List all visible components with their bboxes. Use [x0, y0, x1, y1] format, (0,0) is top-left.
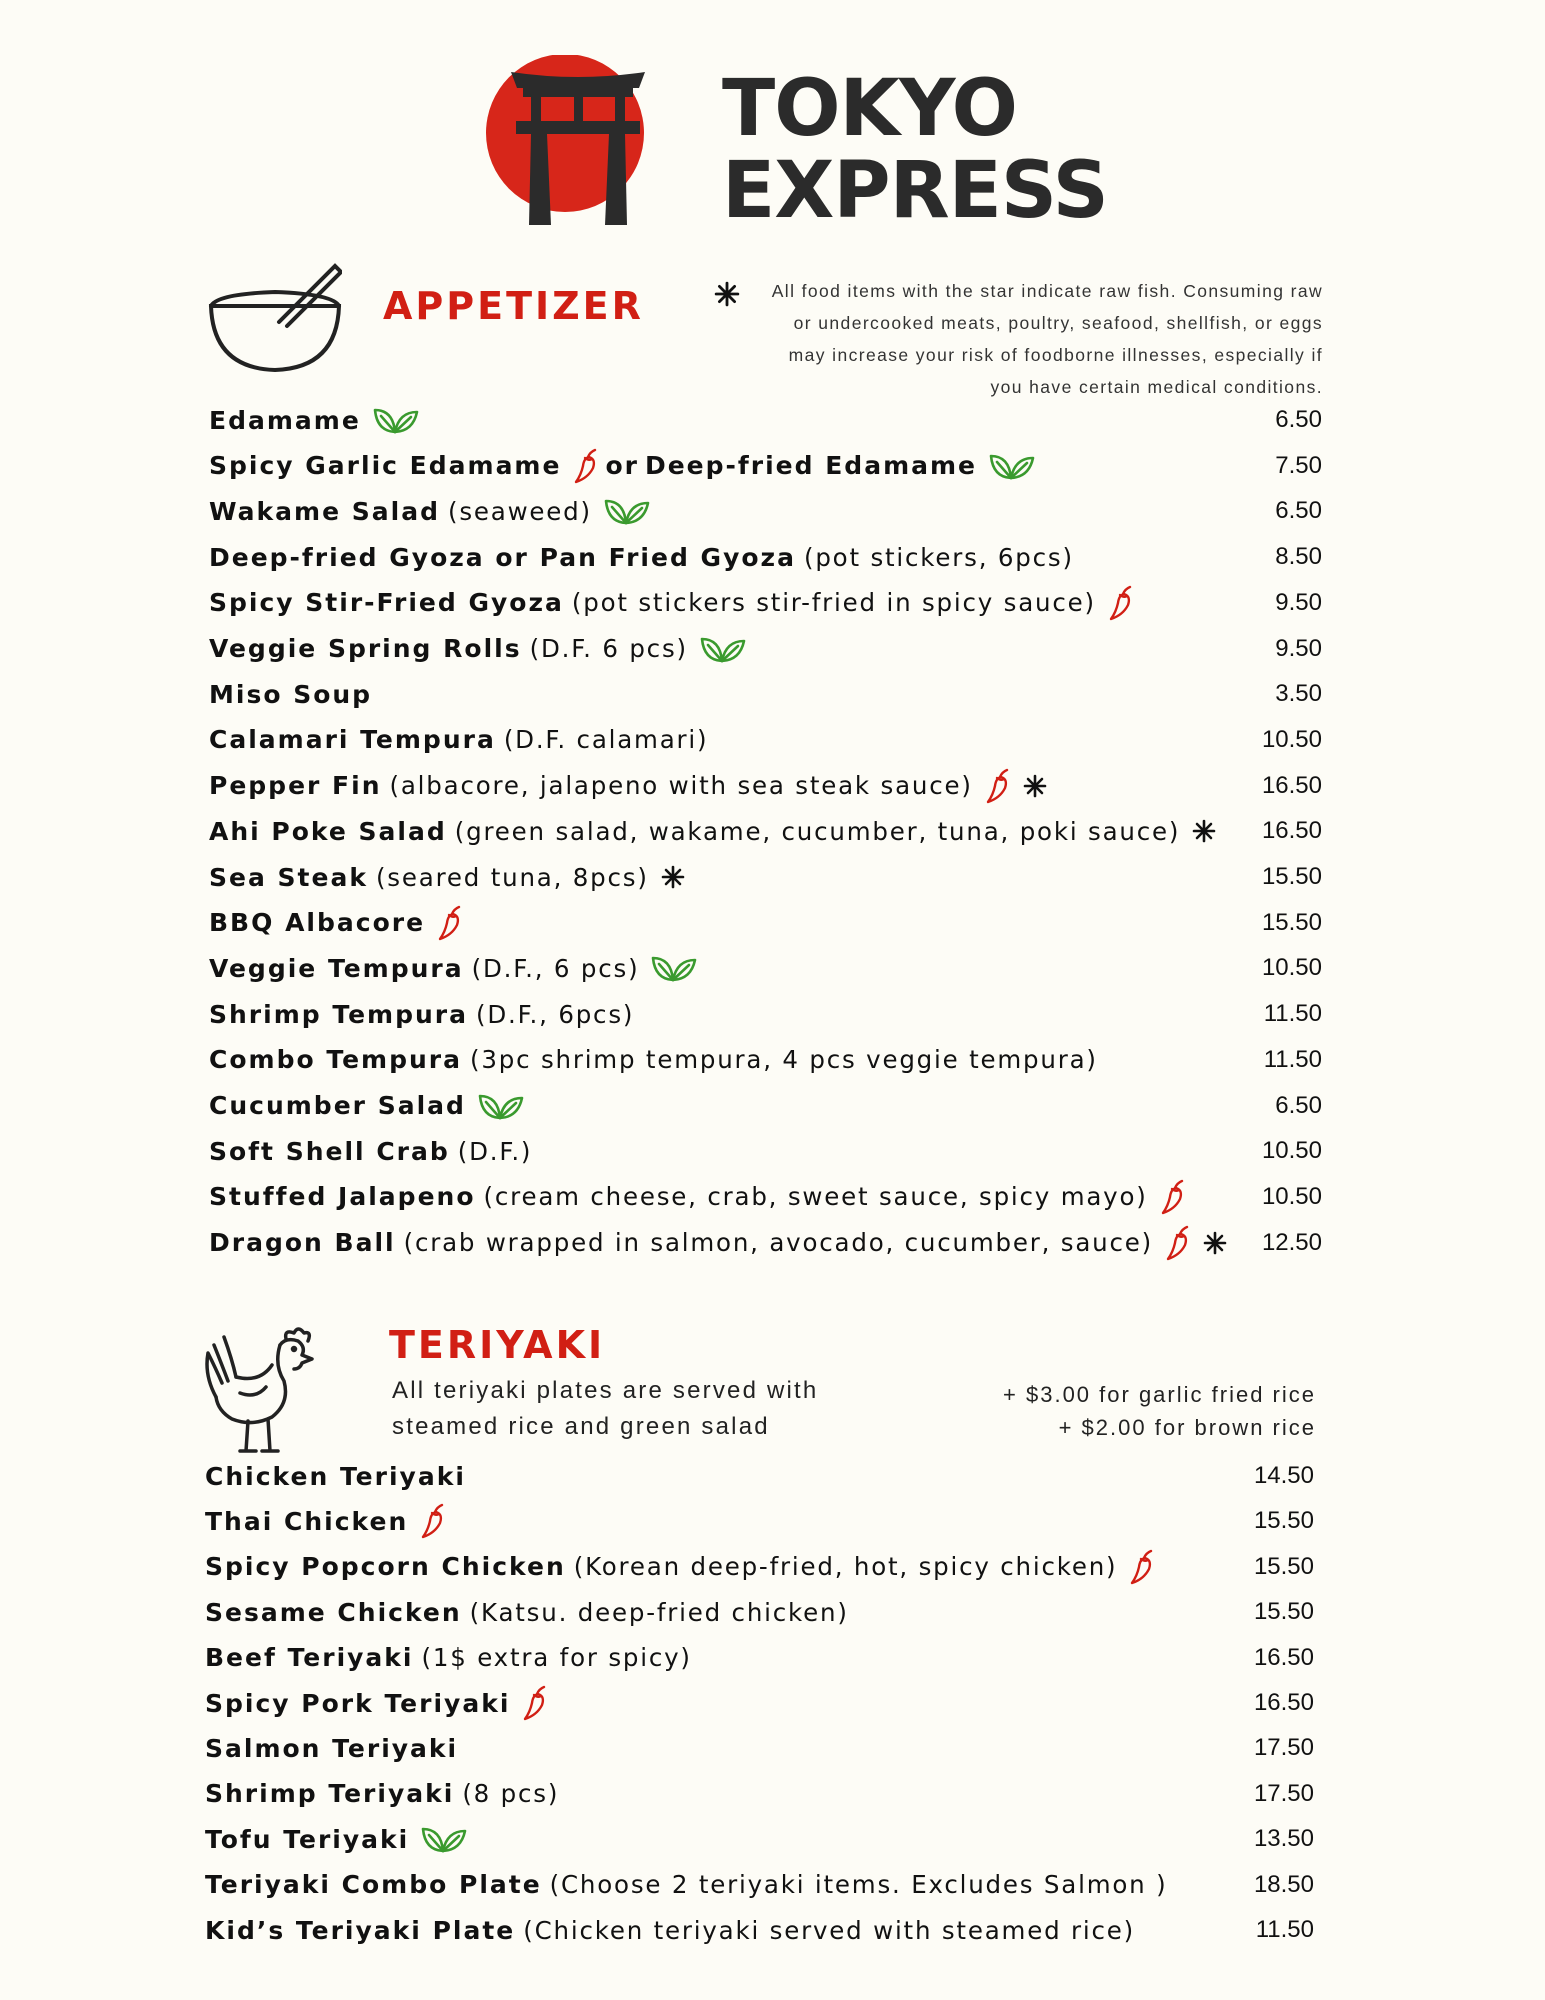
teriyaki-intro-line-1: All teriyaki plates are served with [392, 1377, 819, 1404]
menu-item [205, 1774, 559, 1814]
menu-item-price: 3.50 [1275, 680, 1322, 708]
menu-item-name: Wakame Salad [209, 496, 440, 526]
menu-item [209, 537, 1074, 577]
menu-item [209, 674, 372, 714]
menu-item [209, 1040, 1098, 1080]
menu-item-price: 11.50 [1263, 1000, 1322, 1028]
menu-item-name: Beef Teriyaki [205, 1643, 414, 1673]
menu-item [209, 766, 1047, 806]
menu-item-name: Calamari Tempura [209, 725, 496, 755]
leaf-icon [651, 953, 697, 983]
menu-item-name: Edamame [209, 405, 361, 435]
menu-item-name: Shrimp Teriyaki [205, 1779, 455, 1809]
menu-item-name: Combo Tempura [209, 1045, 462, 1075]
menu-item-description: (D.F. calamari) [503, 725, 709, 755]
menu-item [205, 1819, 467, 1859]
menu-item-name: Sesame Chicken [205, 1597, 462, 1627]
menu-item-name: Shrimp Tempura [209, 999, 468, 1029]
menu-item [205, 1683, 548, 1723]
chili-pepper-icon [1108, 585, 1134, 621]
menu-item-price: 16.50 [1261, 771, 1322, 799]
menu-item-name: Spicy Pork Teriyaki [205, 1688, 511, 1718]
menu-item-price: 15.50 [1253, 1507, 1314, 1535]
menu-item [209, 857, 685, 897]
menu-item-description: (Katsu. deep-fried chicken) [469, 1597, 849, 1627]
chili-pepper-icon [1129, 1549, 1155, 1585]
menu-item-name: Thai Chicken [205, 1506, 409, 1536]
addon-brown-rice: + $2.00 for brown rice [1058, 1415, 1316, 1440]
menu-item-name: Spicy Garlic Edamame [209, 451, 562, 481]
menu-item-price: 16.50 [1253, 1643, 1314, 1671]
menu-item-name: Salmon Teriyaki [205, 1733, 459, 1763]
appetizer-section-title: APPETIZER [383, 284, 644, 328]
menu-item-name: Spicy Stir-Fried Gyoza [209, 588, 564, 618]
brand-name-line-2: EXPRESS [722, 146, 1108, 236]
chili-pepper-icon [1160, 1179, 1186, 1215]
menu-item-price: 10.50 [1261, 954, 1322, 982]
menu-item-name: Miso Soup [209, 679, 373, 709]
menu-item-price: 17.50 [1253, 1779, 1314, 1807]
menu-item-price: 18.50 [1253, 1870, 1314, 1898]
menu-item-alt-prefix: or [605, 451, 639, 481]
mixing-bowl-icon [207, 262, 342, 379]
menu-item [205, 1728, 458, 1768]
menu-item [209, 629, 746, 669]
menu-item-price: 11.50 [1263, 1045, 1322, 1073]
menu-item-name: Soft Shell Crab [209, 1136, 450, 1166]
menu-item-price: 9.50 [1275, 588, 1322, 616]
chili-pepper-icon [1165, 1225, 1191, 1261]
menu-item-description: (3pc shrimp tempura, 4 pcs veggie tempura) [469, 1045, 1098, 1075]
menu-item-price: 6.50 [1275, 1091, 1322, 1119]
menu-item [205, 1592, 849, 1632]
menu-item-price: 9.50 [1275, 634, 1322, 662]
brand-name-line-1: TOKYO [722, 64, 1017, 154]
menu-item-price: 17.50 [1253, 1734, 1314, 1762]
menu-item-description: (crab wrapped in salmon, avocado, cucumber, sauce) [403, 1228, 1153, 1258]
menu-item-description: (8 pcs) [462, 1779, 560, 1809]
raw-fish-star-icon [1023, 774, 1047, 798]
rooster-icon [200, 1325, 318, 1458]
menu-item [209, 903, 463, 943]
menu-item-price: 10.50 [1261, 725, 1322, 753]
menu-item-description: (green salad, wakame, cucumber, tuna, poki sauce) [454, 816, 1181, 846]
teriyaki-intro-line-2: steamed rice and green salad [392, 1413, 770, 1440]
menu-item-price: 15.50 [1261, 863, 1322, 890]
menu-item-description: (D.F., 6pcs) [475, 999, 635, 1029]
leaf-icon [700, 634, 746, 664]
raw-fish-disclaimer: All food items with the star indicate raw fish. Consuming raw or undercooked meats, poultry, seafood, shellfish, or eggs may increase your risk of foodborne illnesses, especially if you have certain medical conditions. [771, 281, 1323, 397]
menu-item-name: Veggie Spring Rolls [209, 634, 522, 663]
menu-item-name: Spicy Popcorn Chicken [205, 1552, 566, 1582]
menu-item-name: Sea Steak [209, 862, 368, 892]
addon-garlic-fried-rice: + $3.00 for garlic fried rice [1003, 1382, 1316, 1407]
torii-gate-logo-icon [483, 55, 673, 240]
menu-item [209, 491, 650, 531]
menu-item-price: 13.50 [1253, 1825, 1314, 1853]
menu-item [205, 1456, 466, 1496]
teriyaki-section-title: TERIYAKI [389, 1323, 606, 1367]
menu-item [209, 1177, 1186, 1217]
menu-item-price: 15.50 [1253, 1598, 1314, 1626]
menu-item-name: Pepper Fin [209, 771, 382, 801]
menu-item-name: Stuffed Jalapeno [209, 1182, 476, 1212]
menu-item-price: 15.50 [1261, 908, 1322, 936]
menu-item [209, 994, 634, 1034]
menu-item-description: (Chicken teriyaki served with steamed rice) [523, 1915, 1135, 1945]
menu-item-description: (pot stickers, 6pcs) [803, 542, 1074, 572]
menu-item-description: (D.F., 6 pcs) [471, 953, 640, 983]
menu-item-description: (albacore, jalapeno with sea steak sauce) [389, 771, 973, 801]
menu-item-name: BBQ Albacore [209, 908, 426, 938]
menu-item-name: Cucumber Salad [209, 1091, 466, 1120]
menu-item [209, 811, 1216, 851]
menu-item-price: 6.50 [1275, 406, 1322, 433]
menu-item [209, 1086, 524, 1126]
menu-item-name: Chicken Teriyaki [205, 1461, 466, 1491]
menu-item-price: 12.50 [1261, 1228, 1322, 1256]
menu-item-price: 16.50 [1253, 1689, 1314, 1716]
menu-item-price: 14.50 [1253, 1462, 1314, 1489]
menu-item-description: (Korean deep-fried, hot, spicy chicken) [573, 1552, 1118, 1582]
menu-item-description: (D.F. 6 pcs) [529, 634, 688, 663]
menu-item-price: 11.50 [1255, 1916, 1314, 1943]
menu-item-name: Deep-fried Gyoza or Pan Fried Gyoza [209, 542, 796, 572]
menu-item-name: Dragon Ball [209, 1228, 396, 1258]
menu-item [205, 1501, 446, 1541]
menu-item-description: (cream cheese, crab, sweet sauce, spicy mayo) [483, 1182, 1148, 1212]
menu-item [209, 948, 697, 988]
menu-item [209, 446, 1035, 486]
menu-item-description: (D.F.) [457, 1136, 533, 1166]
leaf-icon [604, 496, 650, 526]
menu-item-name: Tofu Teriyaki [205, 1824, 410, 1854]
menu-item-name: Ahi Poke Salad [209, 816, 447, 846]
chili-pepper-icon [573, 448, 599, 484]
menu-item [209, 583, 1134, 623]
chili-pepper-icon [437, 905, 463, 941]
leaf-icon [373, 405, 419, 435]
menu-item-price: 6.50 [1275, 497, 1322, 525]
menu-item-price: 16.50 [1261, 817, 1322, 845]
leaf-icon [989, 451, 1035, 481]
menu-item-description: (pot stickers stir-fried in spicy sauce) [571, 588, 1096, 618]
menu-item [205, 1865, 1167, 1905]
menu-item-name: Veggie Tempura [209, 953, 464, 983]
menu-item-alt-name: Deep-fried Edamame [644, 451, 978, 481]
chili-pepper-icon [420, 1503, 446, 1539]
chili-pepper-icon [985, 768, 1011, 804]
menu-item-description: (seaweed) [447, 496, 592, 526]
leaf-icon [421, 1824, 467, 1854]
menu-item [209, 720, 708, 760]
menu-item-description: (seared tuna, 8pcs) [375, 862, 649, 892]
menu-item-description: (Choose 2 teriyaki items. Excludes Salmon ) [549, 1870, 1168, 1900]
raw-fish-star-icon [661, 865, 685, 889]
menu-item-price: 10.50 [1261, 1137, 1322, 1165]
menu-item [205, 1547, 1155, 1587]
leaf-icon [478, 1091, 524, 1121]
menu-item-price: 7.50 [1275, 451, 1322, 479]
menu-item-name: Kid’s Teriyaki Plate [205, 1915, 516, 1945]
menu-item-description: (1$ extra for spicy) [421, 1643, 692, 1673]
menu-item [209, 1131, 532, 1171]
menu-item-price: 10.50 [1261, 1182, 1322, 1210]
chili-pepper-icon [522, 1685, 548, 1721]
menu-item-name: Teriyaki Combo Plate [205, 1870, 542, 1900]
menu-item-price: 15.50 [1253, 1552, 1314, 1580]
raw-fish-star-icon [714, 281, 740, 312]
menu-item [205, 1638, 692, 1678]
menu-item-price: 8.50 [1275, 543, 1322, 571]
menu-item [205, 1910, 1135, 1950]
menu-item [209, 1223, 1227, 1263]
menu-item [209, 400, 419, 440]
